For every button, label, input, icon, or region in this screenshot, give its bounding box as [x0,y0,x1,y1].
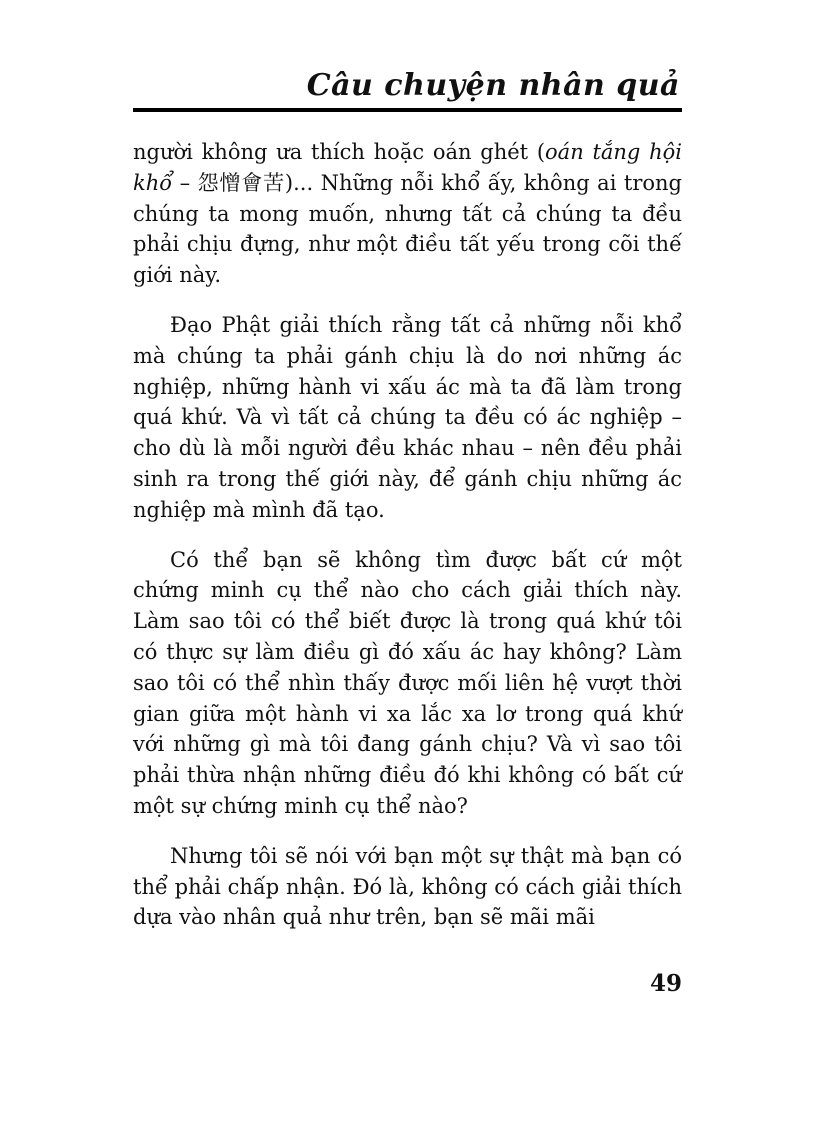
header-title: Câu chuyện nhân quả [306,68,680,103]
paragraph-3: Có thể bạn sẽ không tìm được bất cứ một chứng minh cụ thể nào cho cách giải thích này. Làm sao tôi có thể biết được là trong quá khứ tôi có thực sự làm điều gì đó xấu ác hay không? Làm sao tôi có thể nhìn thấy được mối liên hệ vượt thời gian giữa một hành vi xa lắc xa lơ trong quá khứ với những gì mà tôi đang gánh chịu? Và vì sao tôi phải thừa nhận những điều đó khi không có bất cứ một sự chứng minh cụ thể nào? [133,547,682,818]
body-text [133,137,682,952]
paragraph-1-italic-term: oán tắng hội khổ [133,140,682,195]
paragraph-1-text-start: người không ưa thích hoặc oán ghét ( [133,140,546,164]
paragraph-1-text-end: – 怨憎會苦)... Những nỗi khổ ấy, không ai trong chúng ta mong muốn, nhưng tất cả chúng ta đều phải chịu đựng, như một điều tất yếu trong cõi thế giới này. [133,170,682,288]
paragraph-1 [133,137,682,291]
running-header [133,64,682,112]
paragraph-4: Nhưng tôi sẽ nói với bạn một sự thật mà bạn có thể phải chấp nhận. Đó là, không có cách giải thích dựa vào nhân quả như trên, bạn sẽ mãi mãi [133,843,682,930]
page-number: 49 [649,970,682,997]
paragraph-2: Đạo Phật giải thích rằng tất cả những nỗi khổ mà chúng ta phải gánh chịu là do nơi những ác nghiệp, những hành vi xấu ác mà ta đã làm trong quá khứ. Và vì tất cả chúng ta đều có ác nghiệp – cho dù là mỗi người đều khác nhau – nên đều phải sinh ra trong thế giới này, để gánh chịu những ác nghiệp mà mình đã tạo. [133,312,682,522]
